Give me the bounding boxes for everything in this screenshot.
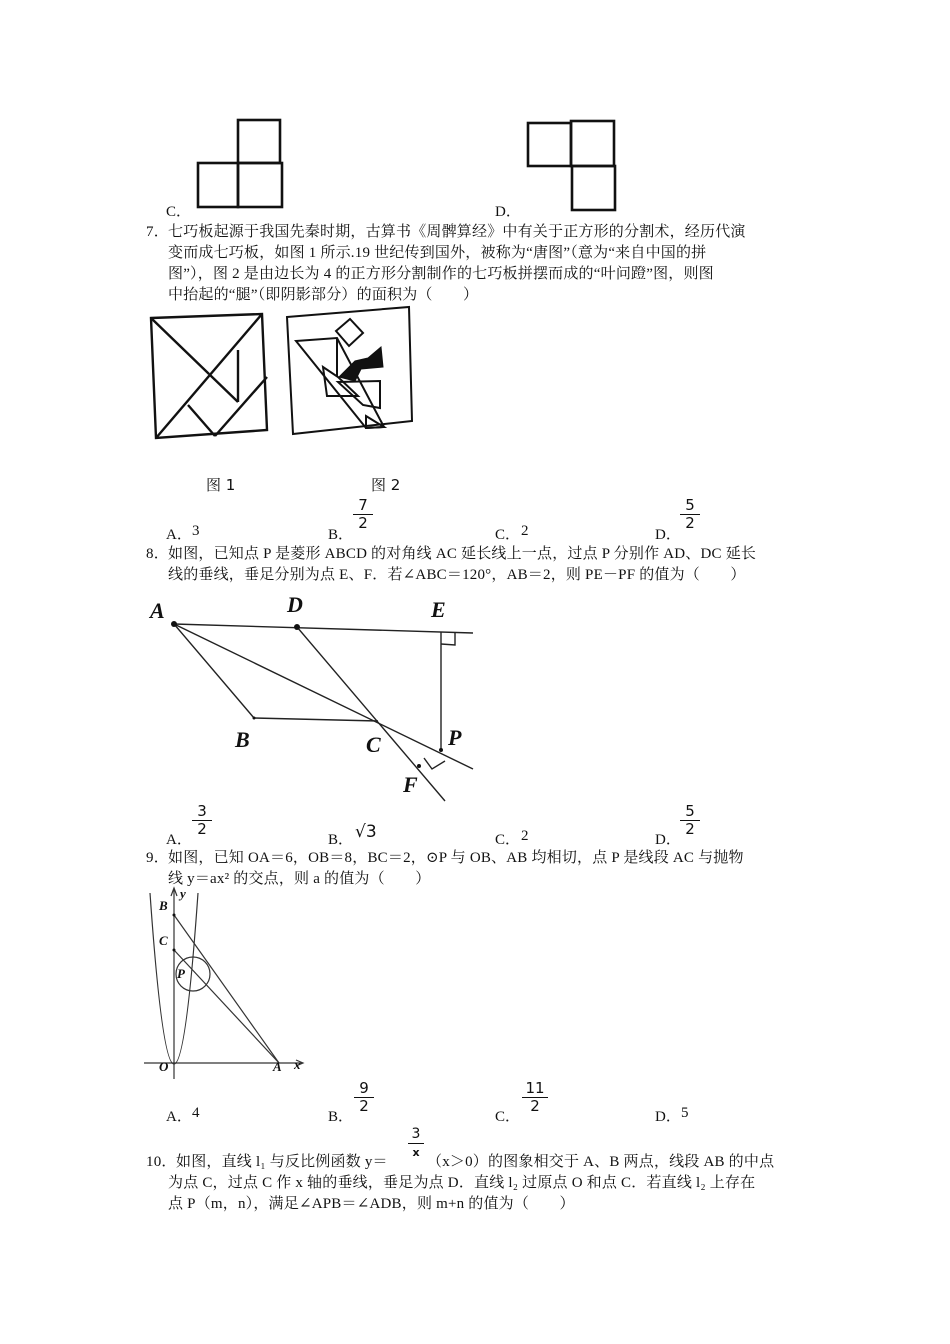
q7-text-line-4: 中抬起的“腿”（即阴影部分）的面积为（ ）	[168, 287, 479, 303]
q7-shaded-leg	[339, 347, 383, 381]
q9-option-c-fraction: $\frac{11}{2}$	[522, 1080, 548, 1115]
q8-option-a-label: A．	[166, 832, 192, 848]
q7-figure-1-caption: 图 1	[206, 476, 236, 494]
q8-label-c: C	[366, 732, 381, 757]
q6-option-d-label: D．	[495, 204, 521, 220]
q9-number: 9．	[146, 850, 169, 866]
q7-option-d-label: D．	[655, 527, 681, 543]
q6-option-c-label: C．	[166, 204, 192, 220]
q9-option-b-label: B．	[328, 1109, 354, 1125]
q8-text-line-1: 如图，已知点 P 是菱形 ABCD 的对角线 AC 延长线上一点，过点 P 分别作 AD、DC 延长	[168, 546, 757, 562]
q8-text-line-2: 线的垂线，垂足分别为点 E、F．若∠ABC＝120°，AB＝2，则 PE－PF 的值为（ ）	[168, 567, 746, 583]
q9-option-a-label: A．	[166, 1109, 192, 1125]
q8-label-b: B	[235, 727, 250, 752]
q10-text-line-3: 点 P（m，n），满足∠APB＝∠ADB，则 m+n 的值为（ ）	[168, 1196, 575, 1212]
q6-option-d-figure	[522, 115, 622, 215]
q7-figure-1-tangram	[148, 312, 278, 442]
q10-text-line-1-post: （x＞0）的图象相交于 A、B 两点，线段 AB 的中点	[427, 1154, 775, 1170]
q9-label-o: O	[159, 1059, 169, 1074]
q7-option-b-label: B．	[328, 527, 354, 543]
q8-label-f: F	[403, 772, 418, 797]
q7-option-b-fraction: $\frac{7}{2}$	[353, 497, 373, 532]
q8-label-e: E	[431, 597, 446, 622]
q8-option-c-value: 2	[521, 828, 529, 844]
q9-option-a-value: 4	[192, 1105, 200, 1121]
q8-option-c-label: C．	[495, 832, 521, 848]
q9-label-c: C	[159, 933, 168, 948]
q7-figure-2-caption: 图 2	[371, 476, 401, 494]
q8-option-d-fraction: $\frac{5}{2}$	[680, 803, 700, 838]
q7-figure-2-tangram	[283, 303, 413, 438]
q7-option-a-value: 3	[192, 523, 200, 539]
q9-option-d-value: 5	[681, 1105, 689, 1121]
q8-option-b-value: √3	[355, 822, 377, 842]
q9-option-b-fraction: $\frac{9}{2}$	[354, 1080, 374, 1115]
q7-number: 7．	[146, 224, 169, 240]
q8-option-d-label: D．	[655, 832, 681, 848]
q9-label-y: y	[180, 886, 186, 901]
q7-text-line-3: 图”），图 2 是由边长为 4 的正方形分割制作的七巧板拼摆而成的“叶问蹬”图，则图	[168, 266, 714, 282]
q7-option-c-label: C．	[495, 527, 521, 543]
q9-label-p: P	[177, 966, 185, 981]
q9-text-line-2: 线 y＝ax² 的交点，则 a 的值为（ ）	[168, 871, 431, 887]
q7-option-d-fraction: $\frac{5}{2}$	[680, 497, 700, 532]
q7-option-c-value: 2	[521, 523, 529, 539]
q9-label-x: x	[294, 1057, 301, 1072]
q10-number: 10．	[146, 1154, 177, 1170]
q7-option-a-label: A．	[166, 527, 192, 543]
q9-label-a: A	[273, 1059, 282, 1074]
q6-option-c-figure	[195, 115, 295, 215]
q8-number: 8．	[146, 546, 169, 562]
q7-text-line-2: 变而成七巧板，如图 1 所示.19 世纪传到国外，被称为“唐图”（意为“来自中国的拼	[168, 245, 707, 261]
q10-text-line-2: 为点 C，过点 C 作 x 轴的垂线，垂足为点 D．直线 l₂ 过原点 O 和点 C．若直线 l₂ 上存在	[168, 1175, 756, 1191]
q7-text-line-1: 七巧板起源于我国先秦时期，古算书《周髀算经》中有关于正方形的分割术，经历代演	[168, 224, 746, 240]
q9-parabola-figure	[142, 885, 312, 1080]
q8-option-b-label: B．	[328, 832, 354, 848]
q9-text-line-1: 如图，已知 OA＝6，OB＝8，BC＝2，⊙P 与 OB、AB 均相切，点 P 是线段 AC 与抛物	[168, 850, 744, 866]
q8-option-a-fraction: $\frac{3}{2}$	[192, 803, 212, 838]
q10-text-line-1-pre: 如图，直线 l₁ 与反比例函数 y＝	[176, 1154, 388, 1170]
q9-option-c-label: C．	[495, 1109, 521, 1125]
q8-label-a: A	[150, 598, 165, 623]
q8-label-d: D	[287, 592, 303, 617]
q9-label-b: B	[159, 898, 168, 913]
q9-option-d-label: D．	[655, 1109, 681, 1125]
q8-label-p: P	[448, 725, 462, 750]
q10-fraction: 3 x	[408, 1126, 424, 1161]
